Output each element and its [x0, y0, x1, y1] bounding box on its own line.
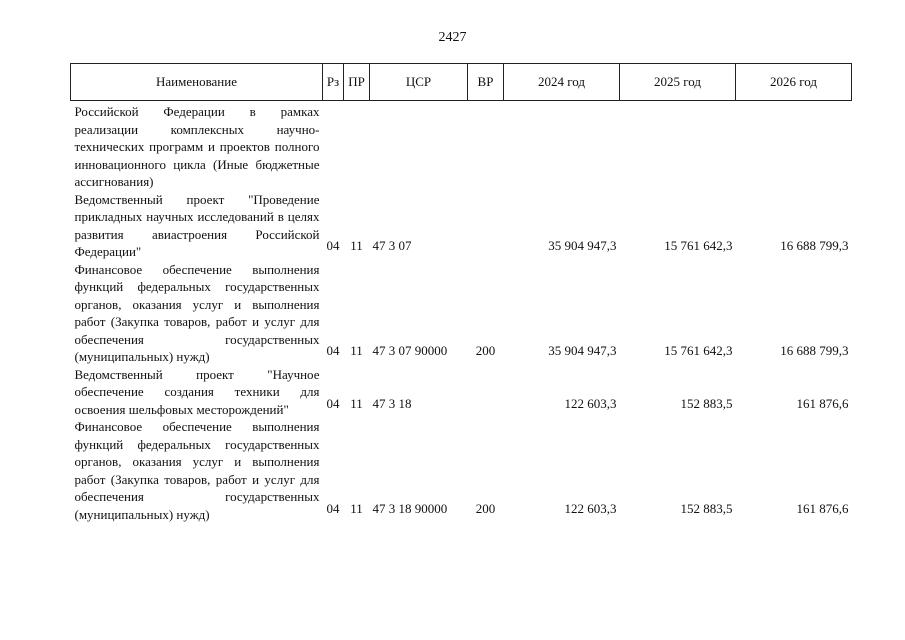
row-name: Финансовое обеспечение выполнения функций федеральных государственных органов, оказания услуг и выполнения работ (Закупка товаров, работ и услуг для обеспечения государственных (муниципальных) нужд) — [74, 419, 320, 522]
row-vr: 200 — [475, 343, 496, 358]
table-row — [71, 418, 852, 523]
row-name: Ведомственный проект "Научное обеспечение создания техники для освоения шельфовых месторождений" — [74, 366, 320, 417]
row-name: Финансовое обеспечение выполнения функций федеральных государственных органов, оказания услуг и выполнения работ (Закупка товаров, работ и услуг для обеспечения государственных (муниципальных) нужд) — [74, 261, 320, 364]
row-2024 — [504, 101, 620, 191]
row-csr: 47 3 07 — [372, 238, 412, 253]
row-csr: 47 3 18 — [372, 395, 412, 411]
row-pr: 11 — [350, 500, 363, 516]
budget-table — [70, 63, 852, 523]
row-2026: 16 688 799,3 — [780, 238, 849, 253]
page-number: 2427 — [438, 30, 467, 45]
row-csr: 47 3 07 90000 — [372, 343, 448, 358]
table-header-row — [71, 64, 852, 101]
header-2024: 2024 год — [504, 64, 620, 101]
row-2025: 152 883,5 — [680, 500, 733, 516]
row-csr: 47 3 18 90000 — [372, 500, 448, 516]
row-2026: 161 876,6 — [796, 395, 849, 411]
header-2025: 2025 год — [620, 64, 736, 101]
row-2026 — [736, 101, 852, 191]
header-csr: ЦСР — [370, 64, 468, 101]
row-pr: 11 — [350, 343, 363, 358]
table-row — [71, 191, 852, 261]
row-pr: 11 — [350, 238, 363, 253]
row-vr — [468, 366, 504, 419]
row-rz: 04 — [326, 238, 340, 253]
header-name: Наименование — [71, 64, 323, 101]
row-2024: 35 904 947,3 — [548, 238, 617, 253]
row-csr — [370, 101, 468, 191]
header-pr: ПР — [344, 64, 370, 101]
row-name: Ведомственный проект "Проведение прикладных научных исследований в целях развития авиастроения Российской Федерации" — [74, 191, 320, 259]
row-2025: 152 883,5 — [680, 395, 733, 411]
row-rz: 04 — [326, 343, 340, 358]
row-2024: 122 603,3 — [564, 500, 617, 516]
table-row — [71, 366, 852, 419]
row-name: Российской Федерации в рамках реализации комплексных научно-технических программ и проектов полного инновационного цикла (Иные бюджетные ассигнования) — [74, 104, 320, 189]
row-vr — [468, 191, 504, 261]
row-2026: 161 876,6 — [796, 500, 849, 516]
header-rz: Рз — [323, 64, 344, 101]
header-2026: 2026 год — [736, 64, 852, 101]
row-rz — [323, 101, 344, 191]
row-pr — [344, 101, 370, 191]
row-vr: 200 — [475, 500, 496, 516]
row-rz: 04 — [326, 500, 340, 516]
row-2024: 122 603,3 — [564, 395, 617, 411]
table-row — [71, 101, 852, 191]
row-2025: 15 761 642,3 — [664, 343, 733, 358]
header-vr: ВР — [468, 64, 504, 101]
row-2025: 15 761 642,3 — [664, 238, 733, 253]
row-vr — [468, 101, 504, 191]
table-row — [71, 261, 852, 366]
row-2025 — [620, 101, 736, 191]
row-2026: 16 688 799,3 — [780, 343, 849, 358]
row-pr: 11 — [350, 395, 363, 411]
row-2024: 35 904 947,3 — [548, 343, 617, 358]
row-rz: 04 — [326, 395, 340, 411]
